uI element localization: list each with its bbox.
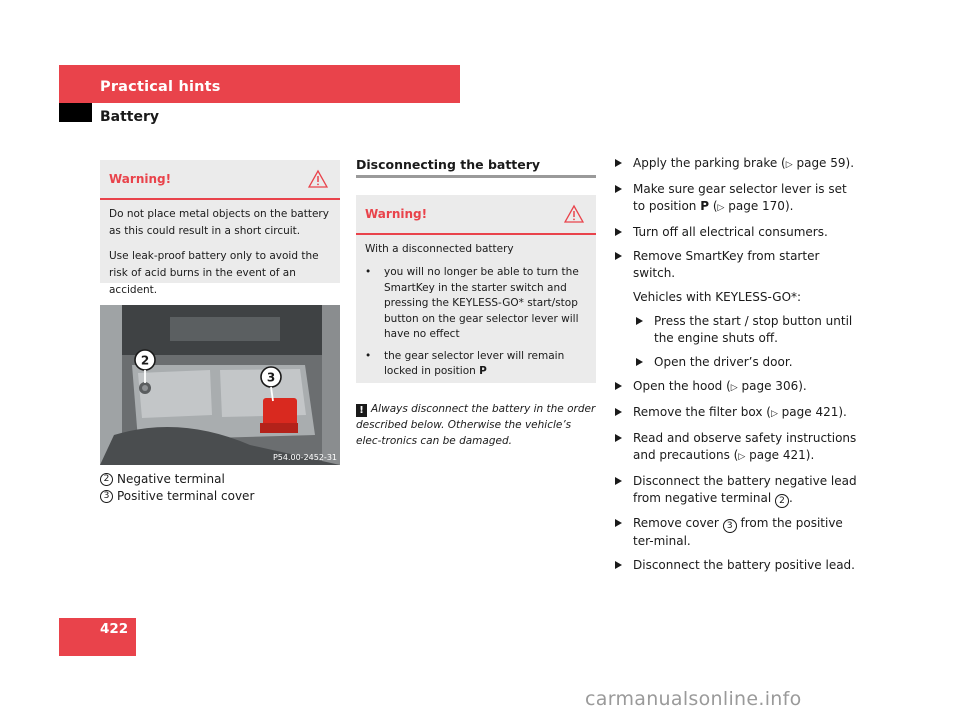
bullet-text: you will no longer be able to turn the SmartKey in the starter switch and pressing the KEYLESS-GO* start/stop button on the gear selector lever will have no effect [384, 266, 579, 340]
inline-number: 2 [775, 494, 789, 508]
notice-text: Always disconnect the battery in the order described below. Otherwise the vehicle’s elec-tronics can be damaged. [356, 403, 596, 447]
step-note: Vehicles with KEYLESS-GO*: [633, 290, 802, 304]
warning-title: Warning! [109, 172, 172, 186]
warning-bullet: • the gear selector lever will remain locked in position P [365, 349, 565, 377]
warning-triangle-icon [564, 204, 584, 224]
arrow-icon [615, 561, 622, 569]
warning-header [356, 195, 596, 235]
header-tab [59, 103, 92, 122]
arrow-icon [615, 519, 622, 527]
step-item: Remove the filter box (▷ page 421). [612, 404, 862, 423]
instruction-steps [612, 155, 862, 581]
step-item: Disconnect the battery negative lead from negative terminal 2 . [612, 473, 862, 508]
sub-steps [612, 313, 862, 371]
step-item: Make sure gear selector lever is set to position P (▷ page 170). [612, 181, 862, 217]
page-number: 422 [100, 621, 129, 637]
photo-captions [100, 471, 254, 505]
photo-callout-3: 3 [266, 370, 276, 385]
warning-box-metal [100, 160, 340, 296]
step-item: Apply the parking brake (▷ page 59). [612, 155, 862, 174]
caption-number: 3 [100, 490, 113, 503]
exclamation-icon: ! [356, 404, 367, 417]
warning-bullet: • you will no longer be able to turn the SmartKey in the starter switch and pressing the KEYLESS-GO* start/stop button on the gear selector lever will have no effect [365, 266, 579, 340]
reference-icon: ▷ [717, 203, 725, 213]
arrow-icon [615, 228, 622, 236]
step-item: Open the hood (▷ page 306). [612, 378, 862, 397]
sub-step-item: Press the start / stop button until the engine shuts off. [633, 313, 862, 347]
warning-paragraph: Use leak-proof battery only to avoid the risk of acid burns in the event of an accident. [109, 250, 319, 296]
bullet-bold: P [479, 365, 487, 377]
step-item: Remove cover 3 from the positive ter-minal. [612, 515, 862, 550]
arrow-icon [636, 317, 643, 325]
reference-icon: ▷ [770, 409, 778, 419]
arrow-icon [636, 358, 643, 366]
warning-triangle-icon [308, 169, 328, 189]
warning-box-disconnect [356, 195, 596, 383]
arrow-icon [615, 434, 622, 442]
caption-row [100, 488, 254, 505]
step-item: Turn off all electrical consumers. [612, 224, 862, 241]
reference-icon: ▷ [730, 383, 738, 393]
battery-photo [100, 305, 340, 465]
caption-number: 2 [100, 473, 113, 486]
photo-code: P54.00-2452-31 [272, 453, 337, 462]
watermark: carmanualsonline.info [585, 688, 802, 710]
bullet-text: the gear selector lever will remain locked in position [384, 349, 565, 377]
disconnect-heading: Disconnecting the battery [356, 157, 541, 172]
step-item: Disconnect the battery positive lead. [612, 557, 862, 574]
arrow-icon [615, 408, 622, 416]
photo-callout-2: 2 [140, 353, 150, 368]
damage-notice [356, 401, 596, 449]
section-title: Practical hints [100, 79, 221, 95]
arrow-icon [615, 477, 622, 485]
warning-header [100, 160, 340, 200]
arrow-icon [615, 159, 622, 167]
warning-paragraph: Do not place metal objects on the battery as this could result in a short circuit. [109, 208, 329, 237]
arrow-icon [615, 185, 622, 193]
engine-bay-illustration [100, 305, 340, 465]
inline-number: 3 [723, 519, 737, 533]
warning-title: Warning! [365, 207, 428, 221]
caption-text: Positive terminal cover [117, 489, 255, 503]
warning-intro: With a disconnected battery [365, 243, 514, 255]
caption-text: Negative terminal [117, 472, 225, 486]
arrow-icon [615, 252, 622, 260]
caption-row [100, 471, 254, 488]
sub-step-item: Open the driver’s door. [633, 354, 862, 371]
heading-rule [356, 175, 596, 178]
arrow-icon [615, 382, 622, 390]
topic-title: Battery [100, 109, 160, 125]
step-item: Remove SmartKey from starter switch. [612, 248, 862, 282]
step-item: Read and observe safety instructions and precautions (▷ page 421). [612, 430, 862, 466]
reference-icon: ▷ [785, 160, 793, 170]
reference-icon: ▷ [738, 452, 746, 462]
